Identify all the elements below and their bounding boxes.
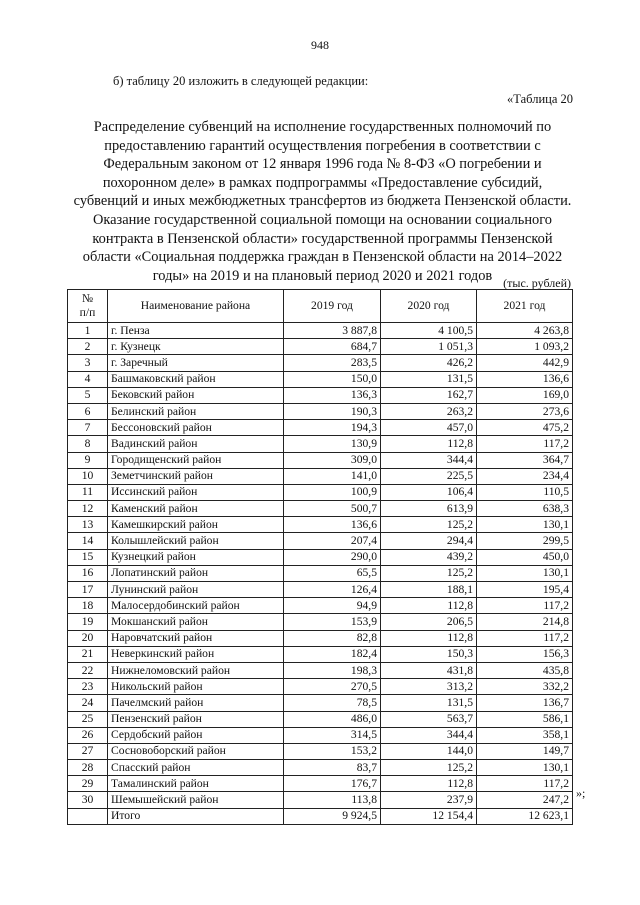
row-number: 14: [68, 533, 108, 549]
row-value-2020: 125,2: [381, 517, 477, 533]
row-number: 22: [68, 662, 108, 678]
row-number: 30: [68, 792, 108, 808]
row-value-2020: 344,4: [381, 727, 477, 743]
row-value-2020: 613,9: [381, 501, 477, 517]
table-header-row: [68, 290, 573, 323]
row-value-2020: 125,2: [381, 760, 477, 776]
row-number: [68, 808, 108, 824]
row-number: 3: [68, 355, 108, 371]
row-number: 26: [68, 727, 108, 743]
table-row: [68, 646, 573, 662]
row-value-2021: 475,2: [477, 420, 573, 436]
row-value-2021: 195,4: [477, 582, 573, 598]
row-value-2021: 234,4: [477, 468, 573, 484]
row-value-2019: 153,2: [284, 743, 381, 759]
header-2020: 2020 год: [381, 290, 477, 323]
row-value-2021: 117,2: [477, 630, 573, 646]
row-value-2019: 136,3: [284, 387, 381, 403]
row-number: 19: [68, 614, 108, 630]
row-number: 27: [68, 743, 108, 759]
table-body: [68, 323, 573, 825]
row-value-2019: 153,9: [284, 614, 381, 630]
table-row: [68, 565, 573, 581]
table-row: [68, 630, 573, 646]
row-district-name: Итого: [108, 808, 284, 824]
row-number: 4: [68, 371, 108, 387]
header-name: Наименование района: [108, 290, 284, 323]
row-value-2019: 182,4: [284, 646, 381, 662]
row-number: 8: [68, 436, 108, 452]
row-number: 1: [68, 323, 108, 339]
row-value-2020: 1 051,3: [381, 339, 477, 355]
row-value-2019: 100,9: [284, 484, 381, 500]
subsidy-table: [67, 289, 573, 825]
row-value-2019: 65,5: [284, 565, 381, 581]
row-value-2021: 130,1: [477, 517, 573, 533]
header-2019: 2019 год: [284, 290, 381, 323]
row-value-2021: 638,3: [477, 501, 573, 517]
row-value-2021: 156,3: [477, 646, 573, 662]
row-district-name: Башмаковский район: [108, 371, 284, 387]
page-number: 948: [311, 38, 329, 52]
row-district-name: Иссинский район: [108, 484, 284, 500]
row-district-name: Земетчинский район: [108, 468, 284, 484]
row-value-2019: 176,7: [284, 776, 381, 792]
row-value-2021: 247,2: [477, 792, 573, 808]
row-value-2019: 94,9: [284, 598, 381, 614]
row-value-2021: 117,2: [477, 776, 573, 792]
row-district-name: Спасский район: [108, 760, 284, 776]
row-number: 13: [68, 517, 108, 533]
row-value-2021: 435,8: [477, 662, 573, 678]
row-district-name: Малосердобинский район: [108, 598, 284, 614]
row-district-name: Каменский район: [108, 501, 284, 517]
row-value-2019: 500,7: [284, 501, 381, 517]
row-district-name: Шемышейский район: [108, 792, 284, 808]
row-value-2019: 270,5: [284, 679, 381, 695]
row-value-2021: 130,1: [477, 565, 573, 581]
row-value-2021: 4 263,8: [477, 323, 573, 339]
row-number: 17: [68, 582, 108, 598]
table-row: [68, 760, 573, 776]
header-num-line1: №: [81, 292, 94, 305]
row-district-name: Колышлейский район: [108, 533, 284, 549]
row-value-2020: 112,8: [381, 630, 477, 646]
table-row: [68, 533, 573, 549]
table-row: [68, 371, 573, 387]
row-number: 28: [68, 760, 108, 776]
row-number: 15: [68, 549, 108, 565]
row-value-2019: 283,5: [284, 355, 381, 371]
row-value-2020: 112,8: [381, 776, 477, 792]
row-value-2020: 313,2: [381, 679, 477, 695]
row-value-2020: 237,9: [381, 792, 477, 808]
table-label: «Таблица 20: [507, 92, 573, 106]
row-number: 5: [68, 387, 108, 403]
row-value-2020: 188,1: [381, 582, 477, 598]
table-row: [68, 792, 573, 808]
table-row: [68, 679, 573, 695]
table-row: [68, 323, 573, 339]
row-value-2021: 130,1: [477, 760, 573, 776]
row-value-2019: 314,5: [284, 727, 381, 743]
table-row: [68, 614, 573, 630]
row-district-name: Сосновоборский район: [108, 743, 284, 759]
row-value-2021: 169,0: [477, 387, 573, 403]
row-value-2019: 82,8: [284, 630, 381, 646]
table-row: [68, 484, 573, 500]
row-value-2020: 457,0: [381, 420, 477, 436]
row-value-2020: 150,3: [381, 646, 477, 662]
row-district-name: Мокшанский район: [108, 614, 284, 630]
row-value-2021: 136,7: [477, 695, 573, 711]
header-num: [68, 290, 108, 323]
row-district-name: Бессоновский район: [108, 420, 284, 436]
table-row: [68, 339, 573, 355]
table-row: [68, 403, 573, 419]
table-row: [68, 517, 573, 533]
row-value-2020: 131,5: [381, 371, 477, 387]
row-value-2021: 273,6: [477, 403, 573, 419]
row-value-2021: 110,5: [477, 484, 573, 500]
row-value-2020: 263,2: [381, 403, 477, 419]
row-value-2020: 112,8: [381, 436, 477, 452]
row-district-name: Вадинский район: [108, 436, 284, 452]
table-row: [68, 452, 573, 468]
closing-mark: »;: [576, 786, 586, 800]
row-value-2019: 309,0: [284, 452, 381, 468]
table-row: [68, 598, 573, 614]
row-value-2021: 12 623,1: [477, 808, 573, 824]
row-value-2020: 294,4: [381, 533, 477, 549]
row-district-name: Лопатинский район: [108, 565, 284, 581]
row-value-2020: 563,7: [381, 711, 477, 727]
row-value-2020: 206,5: [381, 614, 477, 630]
row-value-2019: 194,3: [284, 420, 381, 436]
row-district-name: г. Пенза: [108, 323, 284, 339]
row-value-2019: 141,0: [284, 468, 381, 484]
table-row: [68, 695, 573, 711]
row-value-2021: 214,8: [477, 614, 573, 630]
table-row: [68, 776, 573, 792]
row-value-2019: 126,4: [284, 582, 381, 598]
row-number: 18: [68, 598, 108, 614]
table-total-row: [68, 808, 573, 824]
table-row: [68, 501, 573, 517]
row-value-2020: 12 154,4: [381, 808, 477, 824]
row-district-name: Наровчатский район: [108, 630, 284, 646]
row-number: 20: [68, 630, 108, 646]
table-row: [68, 743, 573, 759]
table-row: [68, 549, 573, 565]
row-value-2019: 207,4: [284, 533, 381, 549]
row-value-2019: 290,0: [284, 549, 381, 565]
row-number: 7: [68, 420, 108, 436]
row-district-name: Никольский район: [108, 679, 284, 695]
row-district-name: Лунинский район: [108, 582, 284, 598]
table-row: [68, 468, 573, 484]
row-district-name: Городищенский район: [108, 452, 284, 468]
row-value-2020: 106,4: [381, 484, 477, 500]
row-value-2019: 3 887,8: [284, 323, 381, 339]
row-value-2021: 117,2: [477, 598, 573, 614]
row-district-name: г. Кузнецк: [108, 339, 284, 355]
row-district-name: Кузнецкий район: [108, 549, 284, 565]
row-number: 16: [68, 565, 108, 581]
row-value-2021: 450,0: [477, 549, 573, 565]
row-value-2019: 78,5: [284, 695, 381, 711]
row-number: 29: [68, 776, 108, 792]
row-value-2020: 344,4: [381, 452, 477, 468]
table-row: [68, 662, 573, 678]
row-value-2019: 83,7: [284, 760, 381, 776]
table-row: [68, 355, 573, 371]
row-district-name: Тамалинский район: [108, 776, 284, 792]
row-district-name: Неверкинский район: [108, 646, 284, 662]
row-district-name: Камешкирский район: [108, 517, 284, 533]
table-row: [68, 436, 573, 452]
row-value-2021: 1 093,2: [477, 339, 573, 355]
row-district-name: Белинский район: [108, 403, 284, 419]
row-value-2019: 130,9: [284, 436, 381, 452]
row-district-name: Сердобский район: [108, 727, 284, 743]
row-number: 23: [68, 679, 108, 695]
intro-text: б) таблицу 20 изложить в следующей редакции:: [113, 74, 369, 88]
row-value-2021: 299,5: [477, 533, 573, 549]
row-district-name: Нижнеломовский район: [108, 662, 284, 678]
row-value-2021: 586,1: [477, 711, 573, 727]
row-value-2020: 144,0: [381, 743, 477, 759]
row-value-2021: 364,7: [477, 452, 573, 468]
row-number: 9: [68, 452, 108, 468]
row-value-2019: 486,0: [284, 711, 381, 727]
table-row: [68, 727, 573, 743]
row-value-2020: 125,2: [381, 565, 477, 581]
row-value-2021: 117,2: [477, 436, 573, 452]
row-value-2019: 150,0: [284, 371, 381, 387]
unit-note: (тыс. рублей): [503, 276, 571, 290]
row-value-2020: 439,2: [381, 549, 477, 565]
row-number: 11: [68, 484, 108, 500]
row-number: 2: [68, 339, 108, 355]
row-value-2019: 684,7: [284, 339, 381, 355]
row-value-2020: 131,5: [381, 695, 477, 711]
row-number: 10: [68, 468, 108, 484]
row-value-2020: 426,2: [381, 355, 477, 371]
row-value-2019: 9 924,5: [284, 808, 381, 824]
document-title: Распределение субвенций на исполнение государственных полномочий по предоставлению гарантий осуществления погребения в соответствии с Федеральным законом от 12 января 1996 года № 8-ФЗ «О погребении и похоронном деле» в рамках подпрограммы «Предоставление субсидий, субвенций и иных межбюджетных трансфертов из бюджета Пензенской области. Оказание государственной социальной помощи на основании социального контракта в Пензенской области» государственной программы Пензенской области «Социальная поддержка граждан в Пензенской области на 2014–2022 годы» на 2019 и на плановый период 2020 и 2021 годов: [73, 119, 572, 284]
row-value-2021: 136,6: [477, 371, 573, 387]
row-number: 12: [68, 501, 108, 517]
table-row: [68, 711, 573, 727]
table-row: [68, 582, 573, 598]
row-value-2019: 190,3: [284, 403, 381, 419]
row-value-2021: 149,7: [477, 743, 573, 759]
table-row: [68, 387, 573, 403]
row-district-name: Бековский район: [108, 387, 284, 403]
row-number: 6: [68, 403, 108, 419]
row-value-2019: 113,8: [284, 792, 381, 808]
row-value-2019: 136,6: [284, 517, 381, 533]
row-value-2020: 162,7: [381, 387, 477, 403]
row-value-2020: 225,5: [381, 468, 477, 484]
row-value-2020: 431,8: [381, 662, 477, 678]
row-value-2021: 442,9: [477, 355, 573, 371]
row-value-2021: 332,2: [477, 679, 573, 695]
row-number: 21: [68, 646, 108, 662]
row-value-2020: 4 100,5: [381, 323, 477, 339]
row-value-2021: 358,1: [477, 727, 573, 743]
row-number: 24: [68, 695, 108, 711]
row-district-name: Пачелмский район: [108, 695, 284, 711]
row-value-2020: 112,8: [381, 598, 477, 614]
header-num-line2: п/п: [79, 306, 96, 319]
row-district-name: г. Заречный: [108, 355, 284, 371]
row-number: 25: [68, 711, 108, 727]
header-2021: 2021 год: [477, 290, 573, 323]
row-value-2019: 198,3: [284, 662, 381, 678]
row-district-name: Пензенский район: [108, 711, 284, 727]
table-row: [68, 420, 573, 436]
